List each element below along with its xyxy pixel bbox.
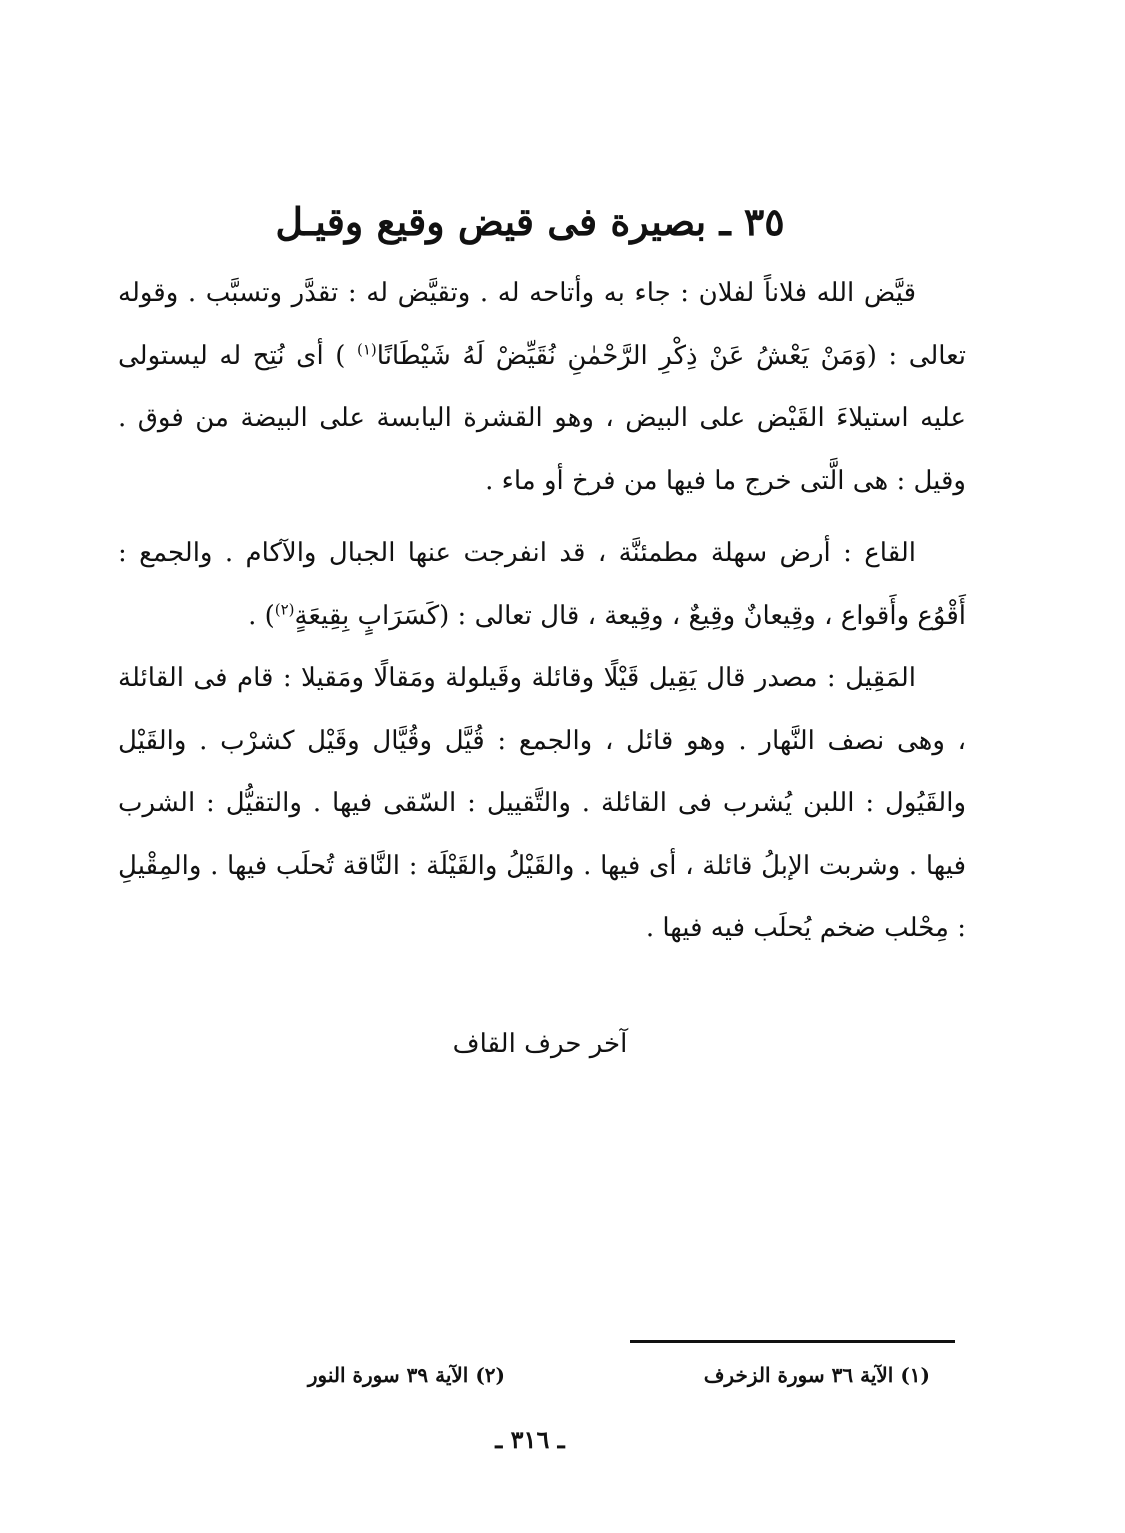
footnote-2: (٢) الآية ٣٩ سورة النور — [307, 1363, 505, 1387]
text-run: قيَّض الله فلاناً لفلان : جاء به وأتاحه له . وتقيَّض له : تقدَّر وتسبَّب . وقوله تعالى : (وَمَنْ يَعْشُ عَنْ ذِكْرِ الرَّحْمٰنِ نُقَيِّضْ لَهُ شَيْطَانًا — [118, 278, 966, 371]
chapter-title: ٣٥ ـ بصيرة فى قيض وقيع وقيـل — [275, 199, 785, 244]
text-run: القاع : أرض سهلة مطمئنَّة ، قد انفرجت عنها الجبال والآكام . والجمع : أَقْوُع وأَقواع ، وقِيعانٌ وقِيعٌ ، وقِيعة ، قال تعالى : (كَسَرَابٍ بِقِيعَةٍ — [118, 538, 966, 631]
footnote-ref-2: (٢) — [274, 599, 295, 618]
page-number: ـ ٣١٦ ـ — [495, 1425, 565, 1454]
paragraph-qayd — [118, 262, 966, 512]
footnote-1: (١) الآية ٣٦ سورة الزخرف — [703, 1363, 930, 1387]
text-run: ) أى نُتِح له ليستولى عليه استيلاءَ القَيْض على البيض ، وهو القشرة اليابسة على البيضة من فوق . وقيل : هى الَّتى خرج ما فيها من فرخ أو ماء . — [118, 340, 966, 496]
body-text — [118, 262, 966, 960]
chapter-end-note: آخر حرف القاف — [452, 1029, 628, 1059]
text-run: المَقِيل : مصدر قال يَقِيل قَيْلًا وقائلة وقَيلولة ومَقالًا ومَقيلا : قام فى القائلة ، وهى نصف النَّهار . وهو قائل ، والجمع : قُيَّل وقُيَّال وقَيْل كشرْب . والقَيْل والقَيُول : اللبن يُشرب فى القائلة . والتَّقييل : السّقى فيها . والتقيُّل : الشرب فيها . وشربت الإبلُ قائلة ، أى فيها . والقَيْلُ والقَيْلَة : النَّاقة تُحلَب فيها . والمِقْيلِ : مِحْلب ضخم يُحلَب فيه فيها . — [118, 663, 966, 943]
paragraph-maqil — [118, 647, 966, 960]
footnote-divider — [630, 1340, 955, 1343]
paragraph-qaa — [118, 522, 966, 647]
footnote-ref-1: (١) — [356, 339, 377, 358]
text-run: ) . — [248, 600, 275, 631]
